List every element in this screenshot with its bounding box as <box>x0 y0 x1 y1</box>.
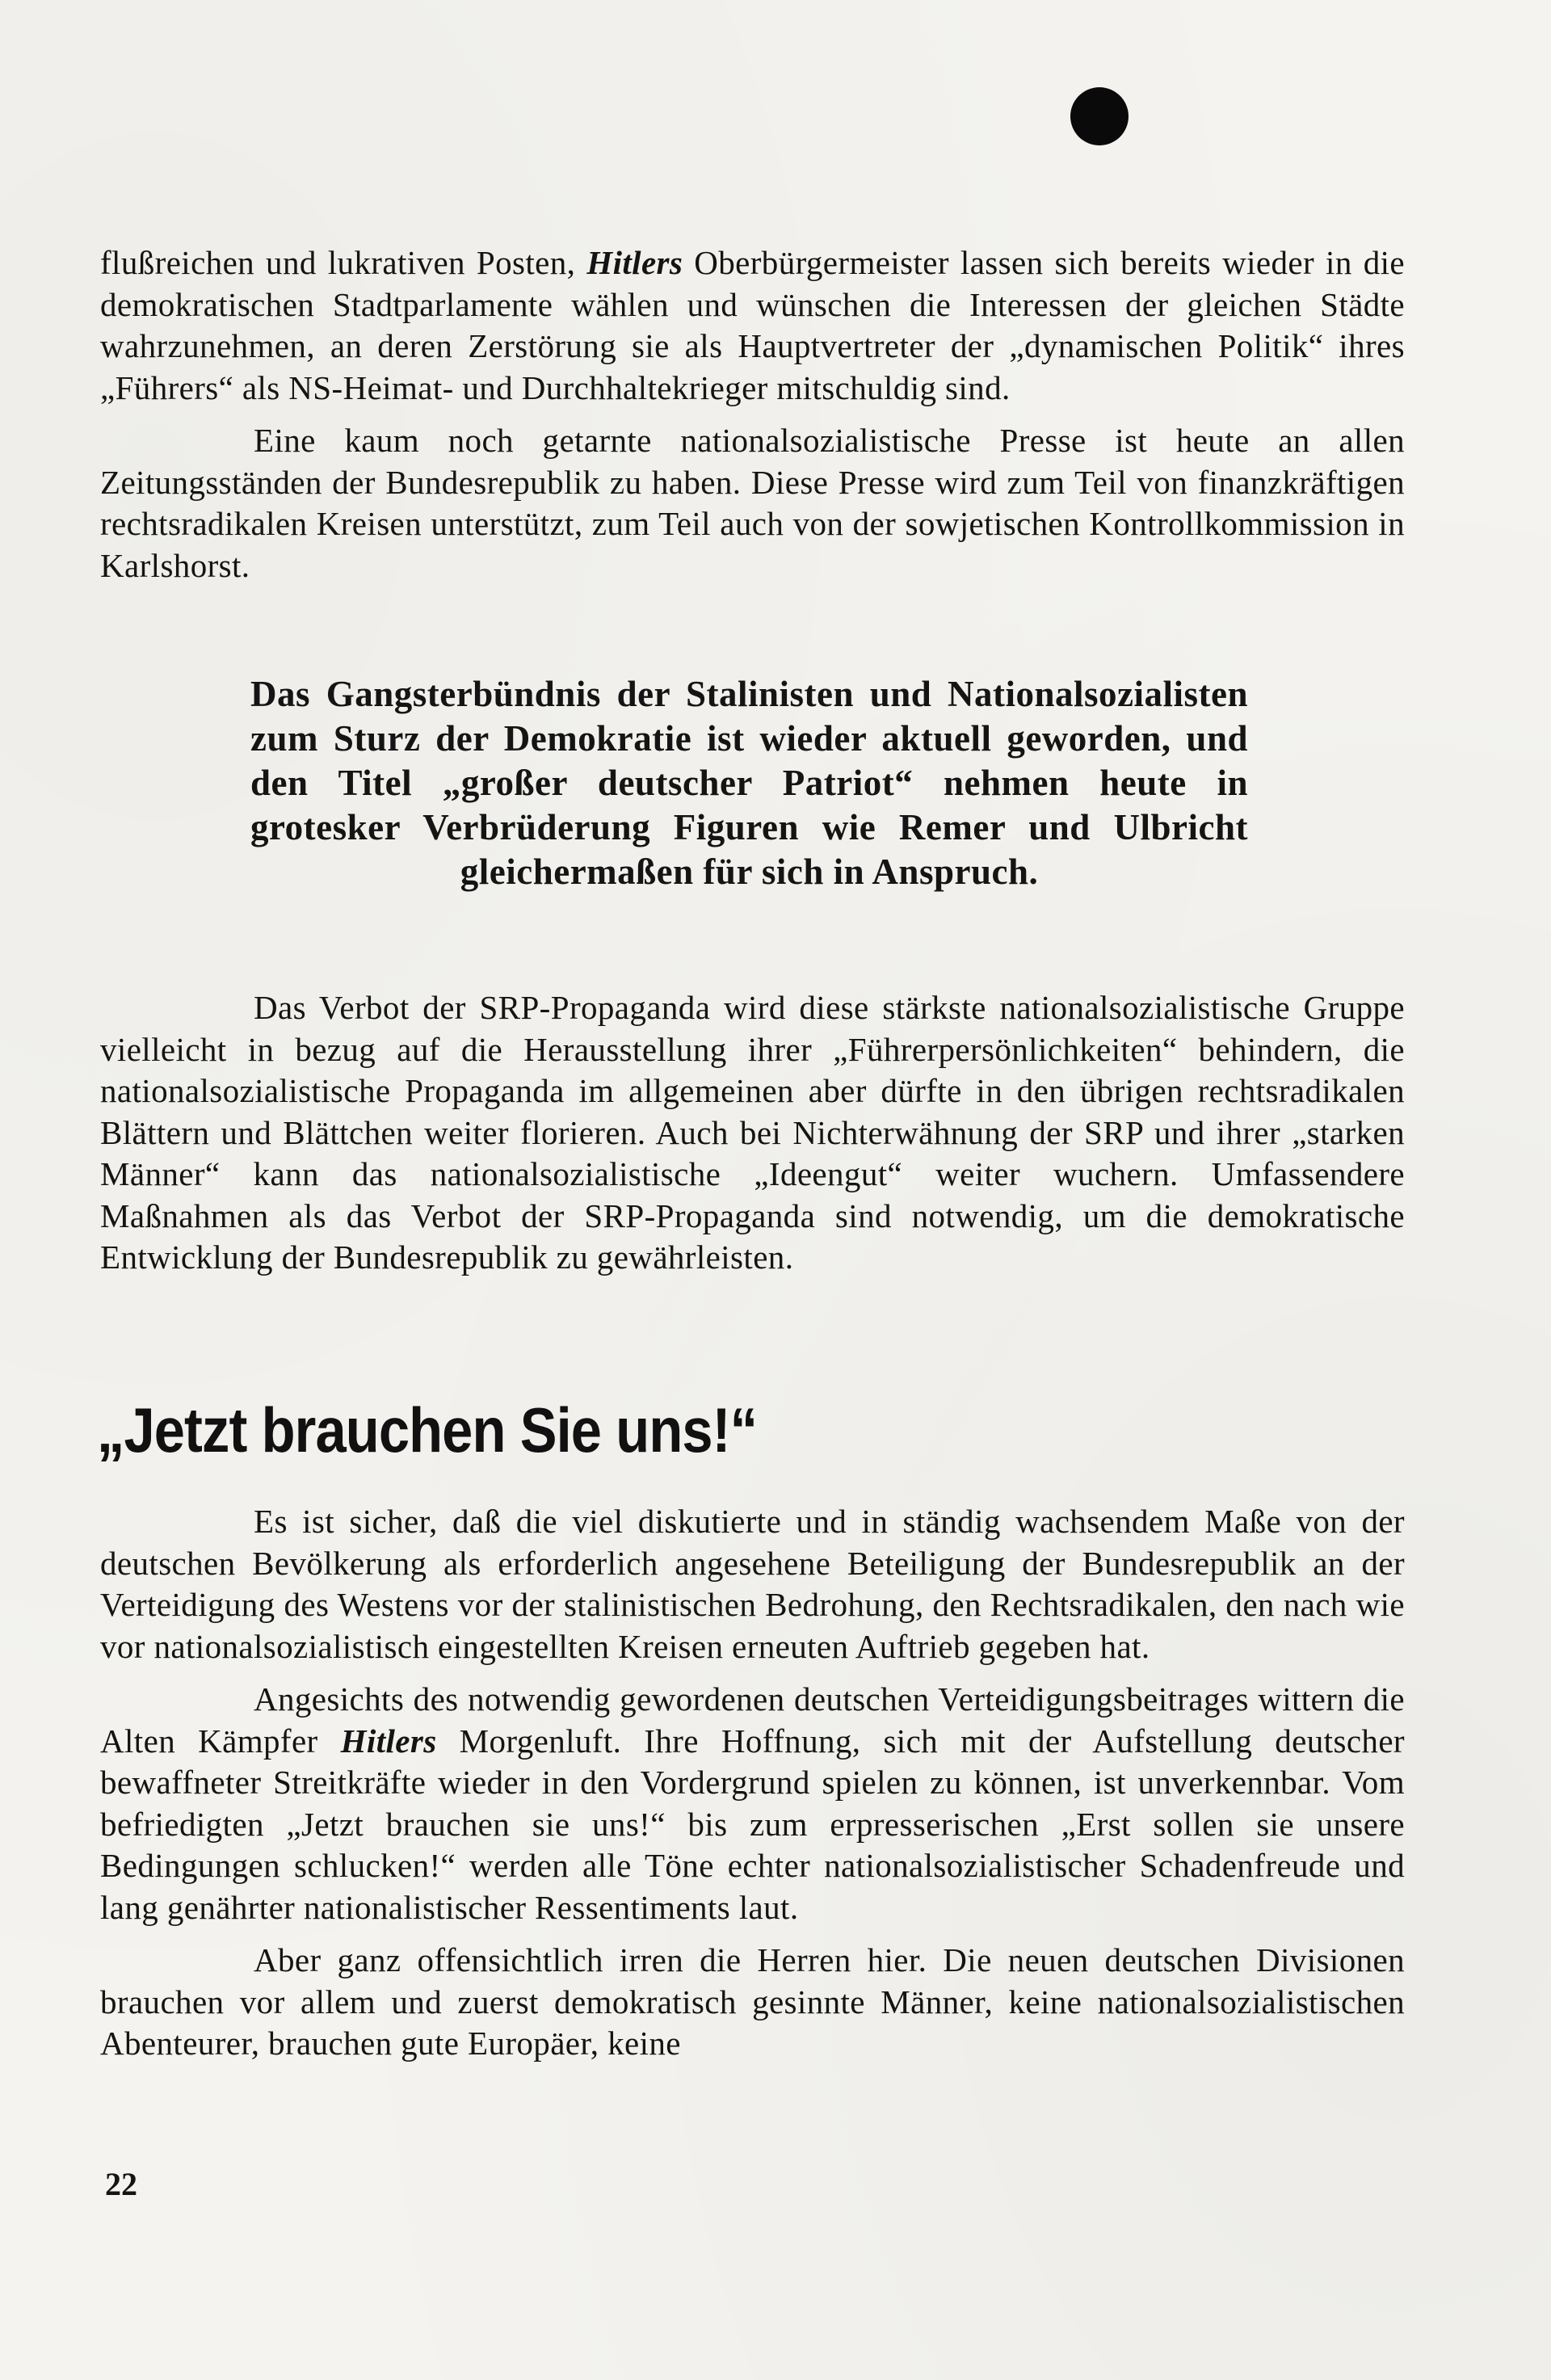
punch-hole-mark <box>1070 87 1129 145</box>
paragraph-5-text-b: Morgenluft. Ihre Hoffnung, sich mit der Aufstellung deutscher bewaffneter Streitkräfte wieder in den Vordergrund spielen zu können, ist unverkennbar. Vom befriedigten „Jetzt brauchen sie uns!“ bis zum erpresserischen „Erst sollen sie unsere Bedingungen schlucken!“ werden alle Töne echter nationalsozialistischer Schadenfreude und lang genährter nationalistischer Ressentiments laut. <box>100 1722 1405 1926</box>
paragraph-divisions: Aber ganz offensichtlich irren die Herren hier. Die neuen deutschen Divisionen brauchen vor allem und zuerst demokratisch gesinnte Männer, keine nationalsozialistischen Abenteurer, brauchen gute Europäer, keine <box>100 1941 1405 2062</box>
paragraph-1-text-a: flußreichen und lukrativen Posten, <box>100 244 587 281</box>
body-text-bottom <box>100 1501 1405 2065</box>
page-number: 22 <box>105 2166 137 2202</box>
paragraph-5-text-a: Angesichts des notwendig gewordenen deutschen Verteidigungsbeitrages wittern die Alten Kämpfer <box>100 1680 1405 1760</box>
paragraph-1-text-b: Oberbürgermeister lassen sich bereits wieder in die demokratischen Stadtparlamente wählen und wünschen die Interessen der gleichen Städte wahrzunehmen, an deren Zerstörung sie als Hauptvertreter der „dynamischen Politik“ ihres „Führers“ als NS-Heimat- und Durchhaltekrieger mitschuldig sind. <box>100 244 1405 406</box>
paragraph-defense: Es ist sicher, daß die viel diskutierte und in ständig wachsendem Maße von der deutschen Bevölkerung als erforderlich angesehene Beteiligung der Bundesrepublik an der Verteidigung des Westens vor der stalinistischen Bedrohung, den Rechtsradikalen, den nach wie vor nationalsozialistisch eingestellten Kreisen erneuten Auftrieb gegeben hat. <box>100 1503 1405 1665</box>
paragraph-press: Eine kaum noch getarnte nationalsozialistische Presse ist heute an allen Zeitungsständen der Bundesrepublik zu haben. Diese Presse wird zum Teil von finanzkräftigen rechtsradikalen Kreisen unterstützt, zum Teil auch von der sowjetischen Kontrollkommission in Karlshorst. <box>100 422 1405 584</box>
paragraph-old-fighters <box>100 1679 1405 1928</box>
paragraph-srp-ban: Das Verbot der SRP-Propaganda wird diese stärkste nationalsozialistische Gruppe vielleicht in bezug auf die Herausstellung ihrer „Führerpersönlichkeiten“ behindern, die nationalsozialistische Propaganda im allgemeinen aber dürfte in den übrigen rechtsradikalen Blättern und Blättchen weiter florieren. Auch bei Nichterwähnung der SRP und ihrer „starken Männer“ kann das nationalsozialistische „Ideengut“ weiter wuchern. Umfassendere Maßnahmen als das Verbot der SRP-Propaganda sind notwendig, um die demokratische Entwicklung der Bundesrepublik zu gewährleisten. <box>100 989 1405 1276</box>
paragraph-1-emphasis: Hitlers <box>586 244 683 281</box>
paragraph-5-emphasis: Hitlers <box>340 1722 437 1760</box>
body-text-middle <box>100 987 1405 1279</box>
paragraph-continued <box>100 242 1405 409</box>
highlight-quote: Das Gangsterbündnis der Stalinisten und Nationalsozialisten zum Sturz der Demokratie ist wieder aktuell geworden, und den Titel „großer deutscher Patriot“ nehmen heute in grotesker Verbrüderung Figuren wie Remer und Ulbricht gleichermaßen für sich in Anspruch. <box>250 674 1248 892</box>
body-text-top <box>100 242 1405 587</box>
section-heading: „Jetzt brauchen Sie uns!“ <box>97 1394 758 1465</box>
